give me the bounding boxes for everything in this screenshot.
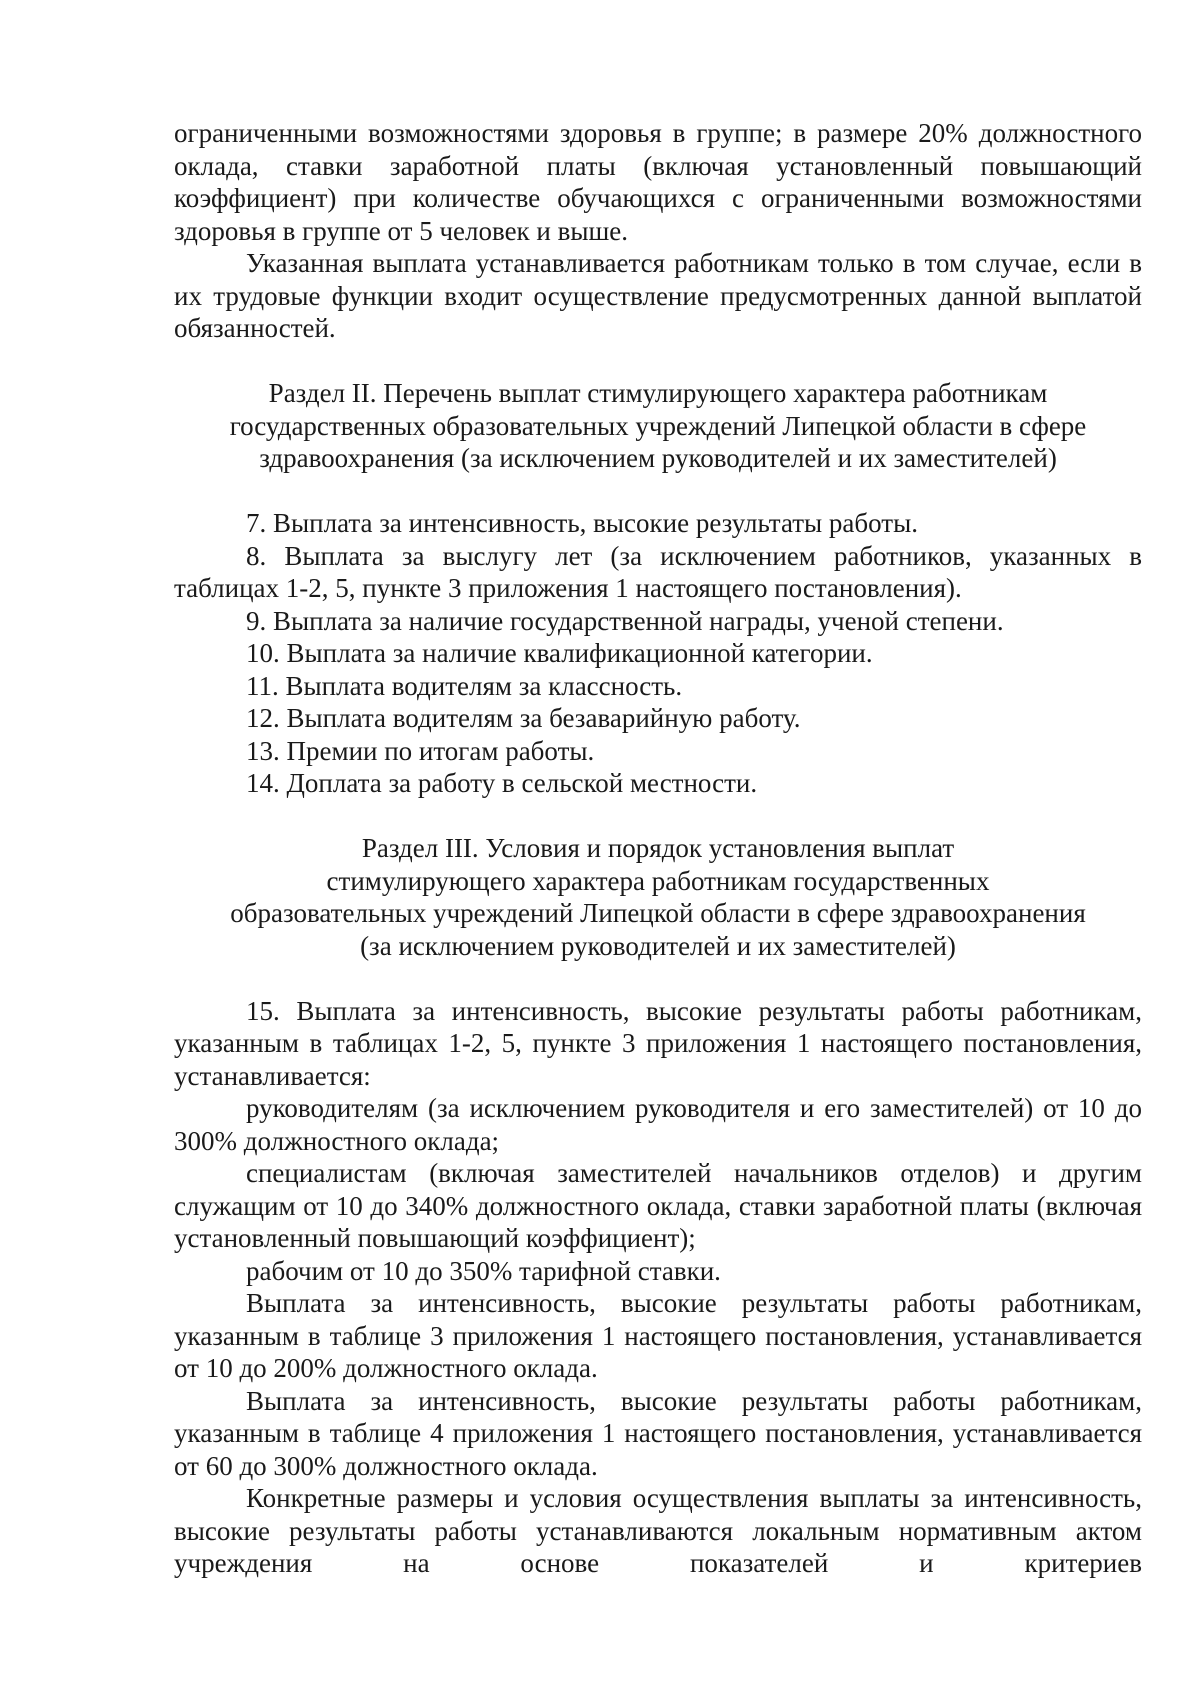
spacer — [174, 345, 1142, 378]
section-2-heading-line: здравоохранения (за исключением руководителей и их заместителей) — [259, 443, 1057, 473]
section-3-heading — [174, 832, 1142, 962]
paragraph-continuation: ограниченными возможностями здоровья в группе; в размере 20% должностного оклада, ставки заработной платы (включая установленный повышающий коэффициент) при количестве обучающихся с ограниченными возможностями здоровья в группе от 5 человек и выше. — [174, 118, 1142, 246]
paragraph-table-4: Выплата за интенсивность, высокие результаты работы работникам, указанным в таблице 4 приложения 1 настоящего постановления, устанавливается от 60 до 300% должностного оклада. — [174, 1385, 1142, 1481]
section-3-heading-line: образовательных учреждений Липецкой области в сфере здравоохранения — [230, 898, 1086, 928]
paragraph-table-3: Выплата за интенсивность, высокие результаты работы работникам, указанным в таблице 3 приложения 1 настоящего постановления, устанавливается от 10 до 200% должностного оклада. — [174, 1288, 1142, 1383]
list-item-14: 14. Доплата за работу в сельской местности. — [246, 768, 758, 798]
section-3-heading-line: стимулирующего характера работникам государственных — [326, 865, 990, 896]
section-2-heading — [174, 377, 1142, 475]
section-3-heading-line: (за исключением руководителей и их заместителей) — [360, 930, 956, 961]
list-item-12: 12. Выплата водителям за безаварийную работу. — [246, 703, 801, 733]
paragraph-specialists: специалистам (включая заместителей начальников отделов) и другим служащим от 10 до 340% должностного оклада, ставки заработной платы (включая установленный повышающий коэффициент); — [174, 1158, 1142, 1253]
paragraph-workers: рабочим от 10 до 350% тарифной ставки. — [246, 1255, 721, 1286]
paragraph-specific-amounts: Конкретные размеры и условия осуществления выплаты за интенсивность, высокие результаты работы устанавливаются локальным нормативным актом учреждения на основе показателей и критериев — [174, 1483, 1142, 1578]
spacer — [174, 475, 1142, 508]
section-2-heading-line: Раздел II. Перечень выплат стимулирующего характера работникам — [268, 378, 1048, 408]
list-item-7: 7. Выплата за интенсивность, высокие результаты работы. — [246, 508, 918, 538]
section-3-heading-line: Раздел III. Условия и порядок установления выплат — [361, 833, 955, 863]
spacer — [174, 962, 1142, 995]
spacer — [174, 800, 1142, 833]
paragraph-payment-condition: Указанная выплата устанавливается работникам только в том случае, если в их трудовые функции входит осуществление предусмотренных данной выплатой обязанностей. — [174, 248, 1142, 343]
list-item-9: 9. Выплата за наличие государственной награды, ученой степени. — [246, 605, 1004, 636]
list-item-10: 10. Выплата за наличие квалификационной категории. — [246, 638, 873, 668]
document-page — [174, 117, 1142, 1580]
paragraph-managers: руководителям (за исключением руководителя и его заместителей) от 10 до 300% должностного оклада; — [174, 1093, 1142, 1156]
list-item-11: 11. Выплата водителям за классность. — [246, 670, 683, 701]
section-2-heading-line: государственных образовательных учреждений Липецкой области в сфере — [229, 410, 1087, 441]
paragraph-item-15: 15. Выплата за интенсивность, высокие результаты работы работникам, указанным в таблицах 1-2, 5, пункте 3 приложения 1 настоящего постановления, устанавливается: — [174, 995, 1142, 1091]
list-item-13: 13. Премии по итогам работы. — [246, 735, 595, 766]
list-item-8: 8. Выплата за выслугу лет (за исключением работников, указанных в таблицах 1-2, 5, пункте 3 приложения 1 настоящего постановления). — [174, 540, 1142, 603]
